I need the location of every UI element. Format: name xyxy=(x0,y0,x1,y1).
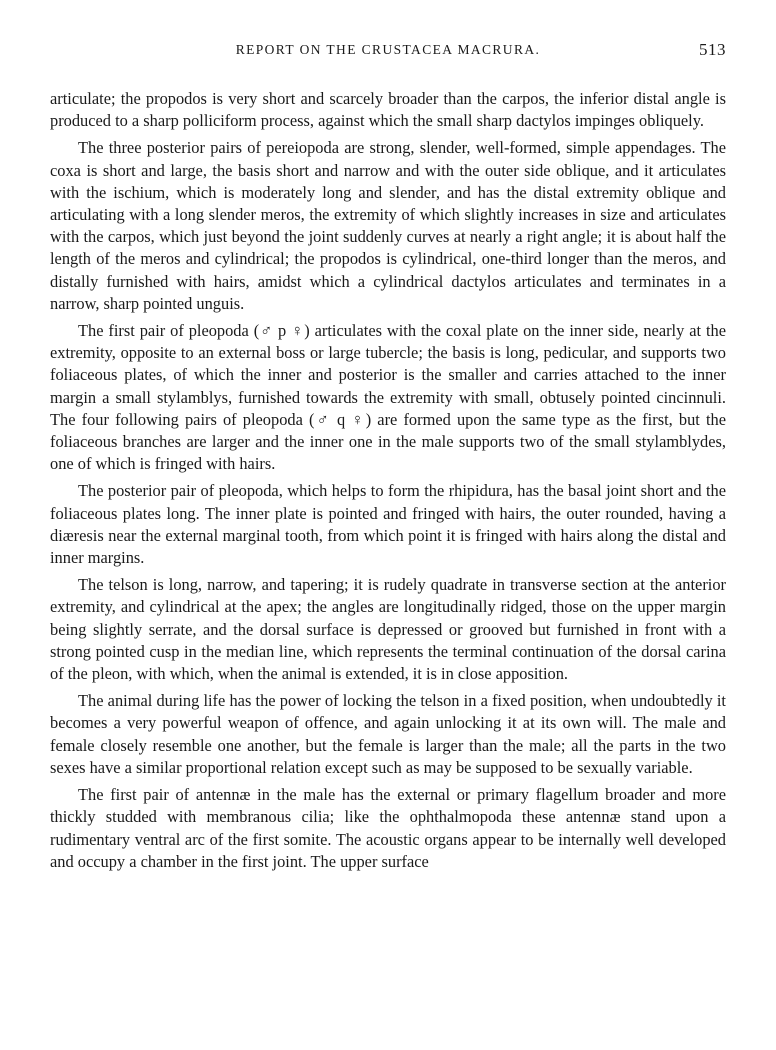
running-title: REPORT ON THE CRUSTACEA MACRURA. xyxy=(235,42,541,57)
body-text xyxy=(50,88,726,873)
paragraph-antennae: The first pair of antennæ in the male has the external or primary flagellum broader and more thickly studded with membranous cilia; like the ophthalmopoda these antennæ stand upon a rudimentary ventral arc of the first somite. The acoustic organs appear to be internally well developed and occupy a chamber in the first joint. The upper surface xyxy=(50,785,726,871)
page-number: 513 xyxy=(699,40,726,59)
paragraph-telson: The telson is long, narrow, and tapering; it is rudely quadrate in transverse section at the anterior extremity, and cylindrical at the apex; the angles are longitudinally ridged, those on the upper margin being slightly serrate, and the dorsal surface is depressed or grooved but furnished in front with a strong pointed cusp in the median line, which represents the terminal continuation of the dorsal carina of the pleon, with which, when the animal is extended, it is in close apposition. xyxy=(50,575,726,684)
paragraph-first-pleopoda: The first pair of pleopoda (♂ p ♀) articulates with the coxal plate on the inner side, nearly at the extremity, opposite to an external boss or large tubercle; the basis is long, pedicular, and supports two foliaceous plates, of which the inner and posterior is the smaller and carries attached to the inner margin a small stylamblys, furnished towards the extremity with small, obtusely pointed cincinnuli. The four following pairs of pleopoda (♂ q ♀) are formed upon the same type as the first, but the foliaceous branches are larger and the inner one in the male supports two of the small stylamblydes, one of which is fringed with hairs. xyxy=(50,321,726,474)
paragraph-continued: articulate; the propodos is very short and scarcely broader than the carpos, the inferior distal angle is produced to a sharp polliciform process, against which the small sharp dactylos impinges obliquely. xyxy=(50,89,726,131)
paragraph-posterior-pleopoda: The posterior pair of pleopoda, which helps to form the rhipidura, has the basal joint short and the foliaceous plates long. The inner plate is pointed and fringed with hairs, the outer rounded, having a diæresis near the external marginal tooth, from which point it is fringed with hairs along the distal and inner margins. xyxy=(50,481,726,568)
paragraph-pereiopoda: The three posterior pairs of pereiopoda are strong, slender, well-formed, simple appendages. The coxa is short and large, the basis short and narrow and with the outer side oblique, and it articulates with the ischium, which is moderately long and slender, and has the distal extremity oblique and articulating with a long slender meros, the extremity of which slightly increases in size and articulates with the carpos, which just beyond the joint suddenly curves at nearly a right angle; it is about half the length of the meros and cylindrical; the propodos is cylindrical, one-third longer than the meros, and distally furnished with hairs, amidst which a cylindrical dactylos articulates and terminates in a narrow, sharp pointed unguis. xyxy=(50,138,726,313)
running-head xyxy=(50,40,726,62)
paragraph-animal-life: The animal during life has the power of locking the telson in a fixed position, when undoubtedly it becomes a very powerful weapon of offence, and again unlocking it at its own will. The male and female closely resemble one another, but the female is larger than the male; all the parts in the two sexes have a similar proportional relation except such as may be supposed to be sexually variable. xyxy=(50,691,726,777)
document-page xyxy=(50,40,726,873)
